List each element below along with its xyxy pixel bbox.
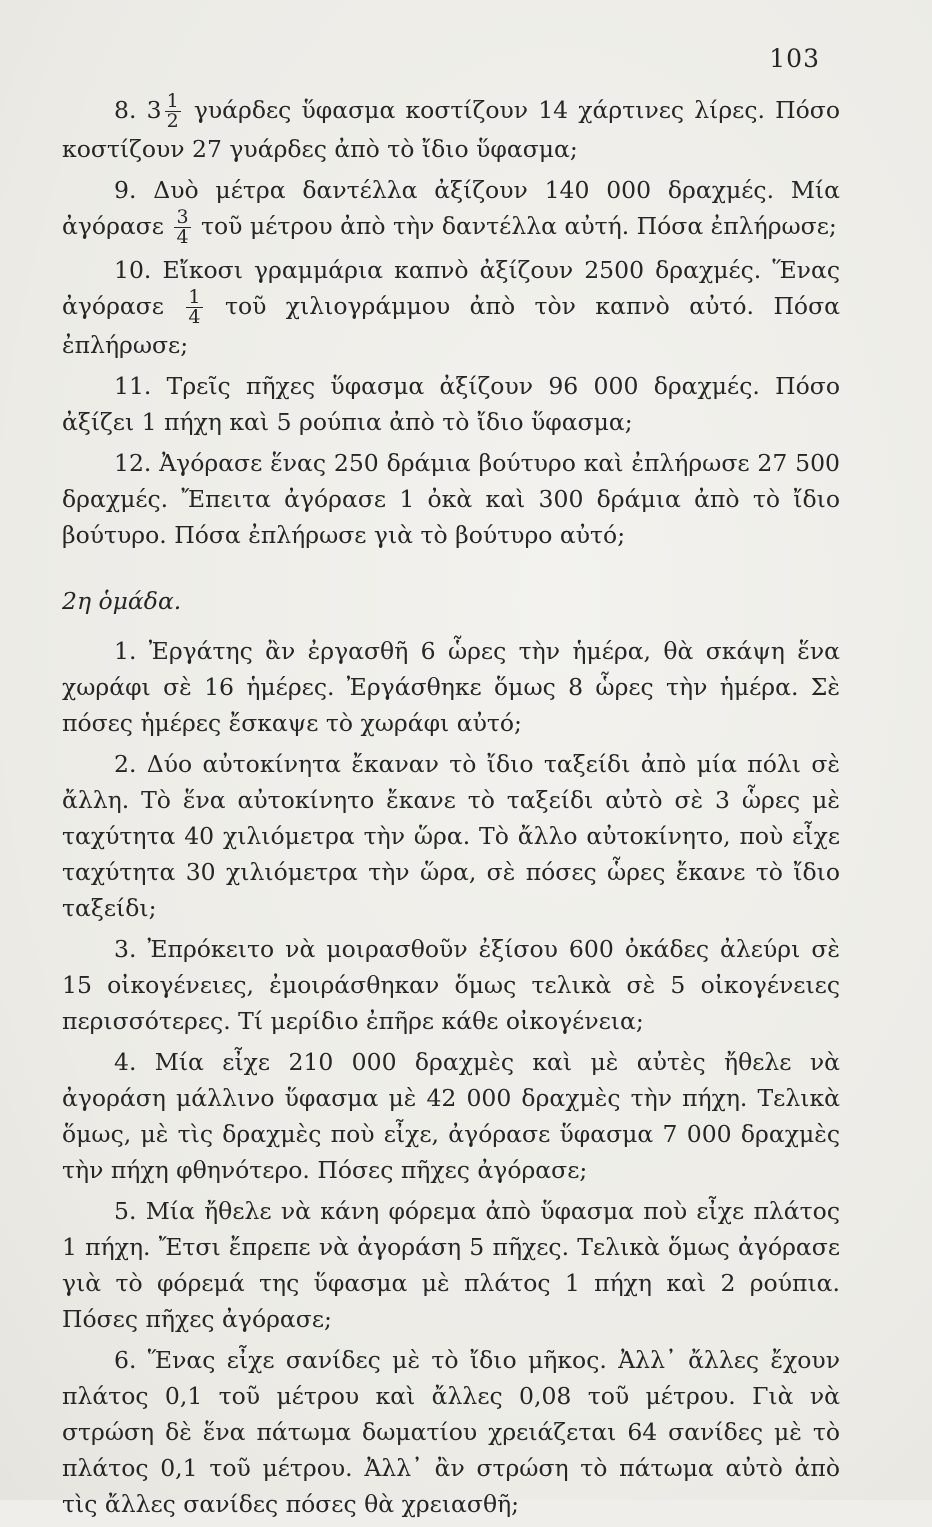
fraction-numerator: 1 [166,90,179,112]
group2-problem-3: 3. Ἐπρόκειτο νὰ μοιρασθοῦν ἐξίσου 600 ὀκάδες ἀλεύρι σὲ 15 οἰκογένειες, ἐμοιράσθηκαν ὅμως τελικὰ σὲ 5 οἰκογένειες περισσότερες. Τί μερίδιο ἐπῆρε κάθε οἰκογένεια; [62,935,840,1035]
group2-problem-2: 2. Δύο αὐτοκίνητα ἔκαναν τὸ ἴδιο ταξείδι ἀπὸ μία πόλι σὲ ἄλλη. Τὸ ἕνα αὐτοκίνητο ἔκανε τὸ ταξείδι αὐτὸ σὲ 3 ὧρες μὲ ταχύτητα 40 χιλιόμετρα τὴν ὥρα. Τὸ ἄλλο αὐτοκίνητο, ποὺ εἶχε ταχύτητα 30 χιλιόμετρα τὴν ὥρα, σὲ πόσες ὧρες ἔκανε τὸ ἴδιο ταξείδι; [62,750,840,922]
group2-problem-1: 1. Ἐργάτης ἂν ἐργασθῆ 6 ὧρες τὴν ἡμέρα, θὰ σκάψη ἕνα χωράφι σὲ 16 ἡμέρες. Ἐργάσθηκε ὅμως 8 ὧρες τὴν ἡμέρα. Σὲ πόσες ἡμέρες ἔσκαψε τὸ χωράφι αὐτό; [62,637,840,737]
problem-text-part2: τοῦ μέτρου ἀπὸ τὴν δαντέλλα αὐτή. Πόσα ἐπλήρωσε; [201,212,837,240]
problem-12: 12. Ἀγόρασε ἕνας 250 δράμια βούτυρο καὶ ἐπλήρωσε 27 500 δραχμές. Ἔπειτα ἀγόρασε 1 ὀκὰ καὶ 300 δράμια ἀπὸ τὸ ἴδιο βούτυρο. Πόσα ἐπλήρωσε γιὰ τὸ βούτυρο αὐτό; [62,449,840,549]
problem-number: 8. [114,96,137,124]
problem-11: 11. Τρεῖς πῆχες ὕφασμα ἀξίζουν 96 000 δραχμές. Πόσο ἀξίζει 1 πήχη καὶ 5 ρούπια ἀπὸ τὸ ἴδιο ὕφασμα; [62,372,840,436]
fraction-denominator: 2 [166,110,179,132]
problem-text-part1: 9. Δυὸ μέτρα δαντέλλα ἀξίζουν 140 000 δραχμές. Μία ἀγόρασε [62,176,840,240]
group2-problem-5: 5. Μία ἤθελε νὰ κάνη φόρεμα ἀπὸ ὕφασμα ποὺ εἶχε πλάτος 1 πήχη. Ἔτσι ἔπρεπε νὰ ἀγοράση 5 πῆχες. Τελικὰ ὅμως ἀγόρασε γιὰ τὸ φόρεμά της ὕφασμα μὲ πλάτος 1 πήχη καὶ 2 ρούπια. Πόσες πῆχες ἀγόρασε; [62,1197,840,1333]
problem-10 [62,252,840,363]
page-text [62,92,840,1527]
problem-text: γυάρδες ὕφασμα κοστίζουν 14 χάρτινες λίρες. Πόσο κοστίζουν 27 γυάρδες ἀπὸ τὸ ἴδιο ὕφασμα; [62,96,840,163]
problem-text-part1: 10. Εἴκοσι γραμμάρια καπνὸ ἀξίζουν 2500 δραχμές. Ἕνας ἀγόρασε [62,256,840,320]
fraction [165,92,181,131]
fraction-denominator: 4 [188,306,201,328]
page-number: 103 [769,44,820,73]
problem-8 [62,92,840,167]
group-heading: 2η ὁμάδα. [62,587,182,615]
fraction-numerator: 3 [176,206,189,228]
group2-problem-4: 4. Μία εἶχε 210 000 δραχμὲς καὶ μὲ αὐτὲς ἤθελε νὰ ἀγοράση μάλλινο ὕφασμα μὲ 42 000 δραχμὲς τὴν πήχη. Τελικὰ ὅμως, μὲ τὶς δραχμὲς ποὺ εἶχε, ἀγόρασε ὕφασμα 7 000 δραχμὲς τὴν πήχη φθηνότερο. Πόσες πῆχες ἀγόρασε; [62,1048,840,1184]
mixed-number-whole: 3 [146,96,162,124]
fraction-numerator: 1 [188,286,201,308]
problem-text-part2: τοῦ χιλιογράμμου ἀπὸ τὸν καπνὸ αὐτό. Πόσα ἐπλήρωσε; [62,292,840,359]
fraction [186,288,202,327]
fraction-denominator: 4 [176,226,189,248]
problem-9 [62,172,840,247]
fraction [174,208,190,247]
group2-problem-6: 6. Ἕνας εἶχε σανίδες μὲ τὸ ἴδιο μῆκος. Ἀλλ᾿ ἄλλες ἔχουν πλάτος 0,1 τοῦ μέτρου καὶ ἄλλες 0,08 τοῦ μέτρου. Γιὰ νὰ στρώση δὲ ἕνα πάτωμα δωματίου χρειάζεται 64 σανίδες μὲ τὸ πλάτος 0,1 τοῦ μέτρου. Ἀλλ᾿ ἂν στρώση τὸ πάτωμα αὐτὸ ἀπὸ τὶς ἄλλες σανίδες πόσες θὰ χρειασθῆ; [62,1346,840,1518]
